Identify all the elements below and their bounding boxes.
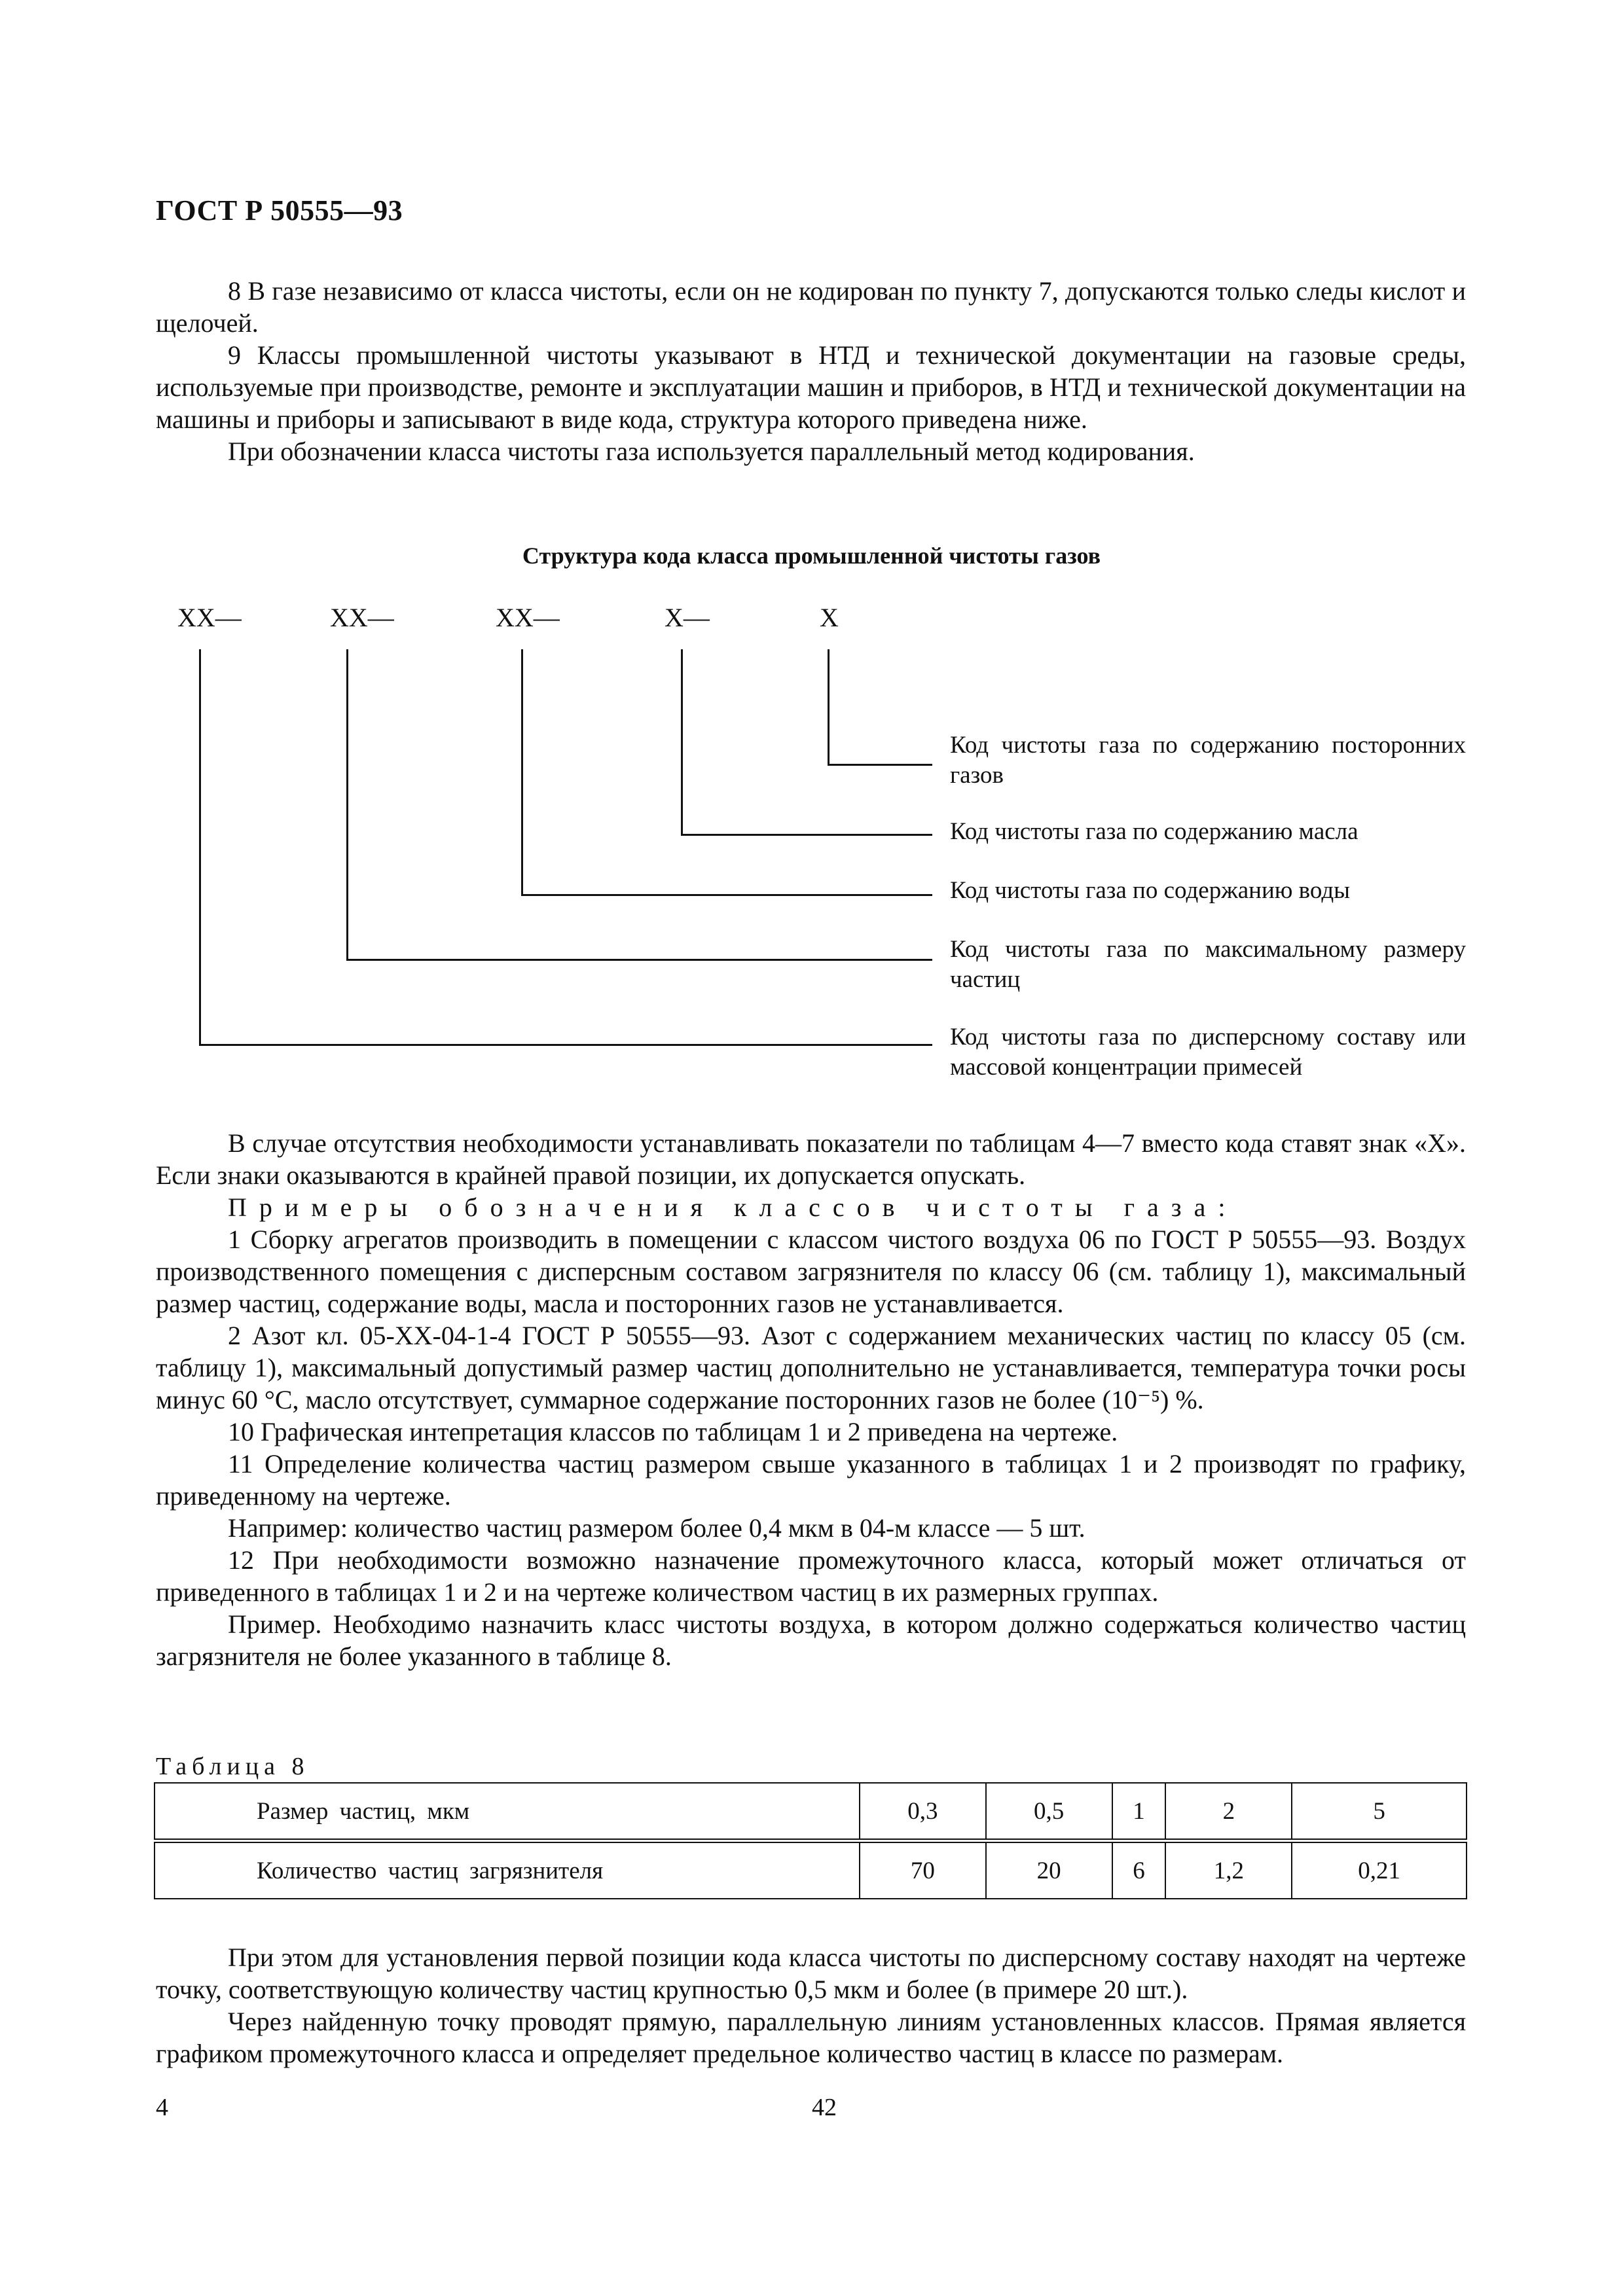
page-number-center: 42 <box>812 2094 837 2121</box>
table-row <box>155 1783 1467 1841</box>
table-cell: 70 <box>860 1841 986 1899</box>
table-8 <box>154 1782 1467 1899</box>
description-dispersion: Код чистоты газа по дисперсному составу или массовой концентрации примесей <box>950 1024 1466 1081</box>
example-2: 2 Азот кл. 05-XX-04-1-4 ГОСТ Р 50555—93. Азот с содержанием механических частиц по классу 05 (см. таблицу 1), максимальный допустимый размер частиц дополнительно не устанавливается, температура точки росы минус 60 °С, масло отсутствует, суммарное содержание посторонних газов не более (10⁻⁵) %. <box>156 1321 1466 1414</box>
connector-vertical-3 <box>521 649 523 895</box>
table-cell: 2 <box>1165 1783 1292 1841</box>
connector-vertical-2 <box>346 649 348 960</box>
paragraph-10: 10 Графическая интепретация классов по таблицам 1 и 2 приведена на чертеже. <box>228 1417 1118 1446</box>
table-cell: 1 <box>1112 1783 1166 1841</box>
code-position-5: X <box>820 603 839 632</box>
code-position-3: XX— <box>496 603 560 632</box>
examples-heading: Примеры обозначения классов чистоты газа: <box>228 1193 1238 1222</box>
main-paragraphs <box>156 1127 1466 1672</box>
connector-horizontal-2 <box>346 959 932 961</box>
paragraph-coding-method: При обозначении класса чистоты газа используется параллельный метод кодирования. <box>228 437 1195 466</box>
connector-vertical-5 <box>828 649 830 765</box>
connector-horizontal-4 <box>681 834 932 836</box>
paragraph-12: 12 При необходимости возможно назначение промежуточного класса, который может отличаться от приведенного в таблицах 1 и 2 и на чертеже количеством частиц в их размерных группах. <box>156 1545 1466 1607</box>
table-row <box>155 1841 1467 1899</box>
connector-horizontal-1 <box>199 1044 932 1046</box>
paragraph-11-example: Например: количество частиц размером более 0,4 мкм в 04-м классе — 5 шт. <box>228 1513 1085 1543</box>
diagram-title: Структура кода класса промышленной чистоты газов <box>522 543 1101 569</box>
table-cell: 0,21 <box>1292 1841 1467 1899</box>
description-foreign-gases: Код чистоты газа по содержанию посторонних газов <box>950 732 1466 789</box>
paragraph-12-example: Пример. Необходимо назначить класс чистоты воздуха, в котором должно содержаться количество частиц загрязнителя не более указанного в таблице 8. <box>156 1609 1466 1671</box>
example-1: 1 Сборку агрегатов производить в помещении с классом чистого воздуха 06 по ГОСТ Р 50555—93. Воздух производственного помещения с дисперсным составом загрязнителя по классу 06 (см. таблицу 1), максимальный размер частиц, содержание воды, масла и посторонних газов не устанавливается. <box>156 1225 1466 1318</box>
table-cell: 5 <box>1292 1783 1467 1841</box>
closing-paragraphs <box>156 1941 1466 2070</box>
page-number-left: 4 <box>156 2094 168 2121</box>
paragraph-8: 8 В газе независимо от класса чистоты, если он не кодирован по пункту 7, допускаются только следы кислот и щелочей. <box>156 276 1466 338</box>
table-cell: 0,3 <box>860 1783 986 1841</box>
paragraph-9: 9 Классы промышленной чистоты указывают в НТД и технической документации на газовые среды, используемые при производстве, ремонте и эксплуатации машин и приборов, в НТД и технической документации на машины и приборы и записывают в виде кода, структура которого приведена ниже. <box>156 340 1466 434</box>
code-position-2: XX— <box>330 603 394 632</box>
paragraph-intermediate-class: Через найденную точку проводят прямую, параллельную линиям установленных классов. Прямая является графиком промежуточного класса и определяет предельное количество частиц в классе по размерам. <box>156 2007 1466 2068</box>
intro-paragraphs <box>156 275 1466 467</box>
paragraph-11: 11 Определение количества частиц размером свыше указанного в таблицах 1 и 2 производят по графику, приведенному на чертеже. <box>156 1449 1466 1511</box>
connector-horizontal-3 <box>521 894 932 896</box>
table-cell: 0,5 <box>986 1783 1112 1841</box>
paragraph-first-position: При этом для установления первой позиции кода класса чистоты по дисперсному составу находят на чертеже точку, соответствующую количеству частиц крупностью 0,5 мкм и более (в примере 20 шт.). <box>156 1943 1466 2004</box>
table-cell: 1,2 <box>1165 1841 1292 1899</box>
table-cell: 20 <box>986 1841 1112 1899</box>
connector-horizontal-5 <box>828 764 932 766</box>
table-row-label: Размер частиц, мкм <box>155 1783 860 1841</box>
description-water: Код чистоты газа по содержанию воды <box>950 877 1351 904</box>
connector-vertical-1 <box>199 649 201 1045</box>
code-position-4: X— <box>665 603 710 632</box>
description-max-particle-size: Код чистоты газа по максимальному размеру частиц <box>950 936 1466 993</box>
table-caption: Таблица 8 <box>156 1753 310 1780</box>
paragraph-x-sign: В случае отсутствия необходимости устанавливать показатели по таблицам 4—7 вместо кода ставят знак «X». Если знаки оказываются в крайней правой позиции, их допускается опускать. <box>156 1128 1466 1190</box>
table-cell: 6 <box>1112 1841 1166 1899</box>
code-position-1: XX— <box>177 603 242 632</box>
connector-vertical-4 <box>681 649 683 835</box>
table-row-label: Количество частиц загрязнителя <box>155 1841 860 1899</box>
description-oil: Код чистоты газа по содержанию масла <box>950 818 1359 845</box>
document-header: ГОСТ Р 50555—93 <box>156 194 403 226</box>
